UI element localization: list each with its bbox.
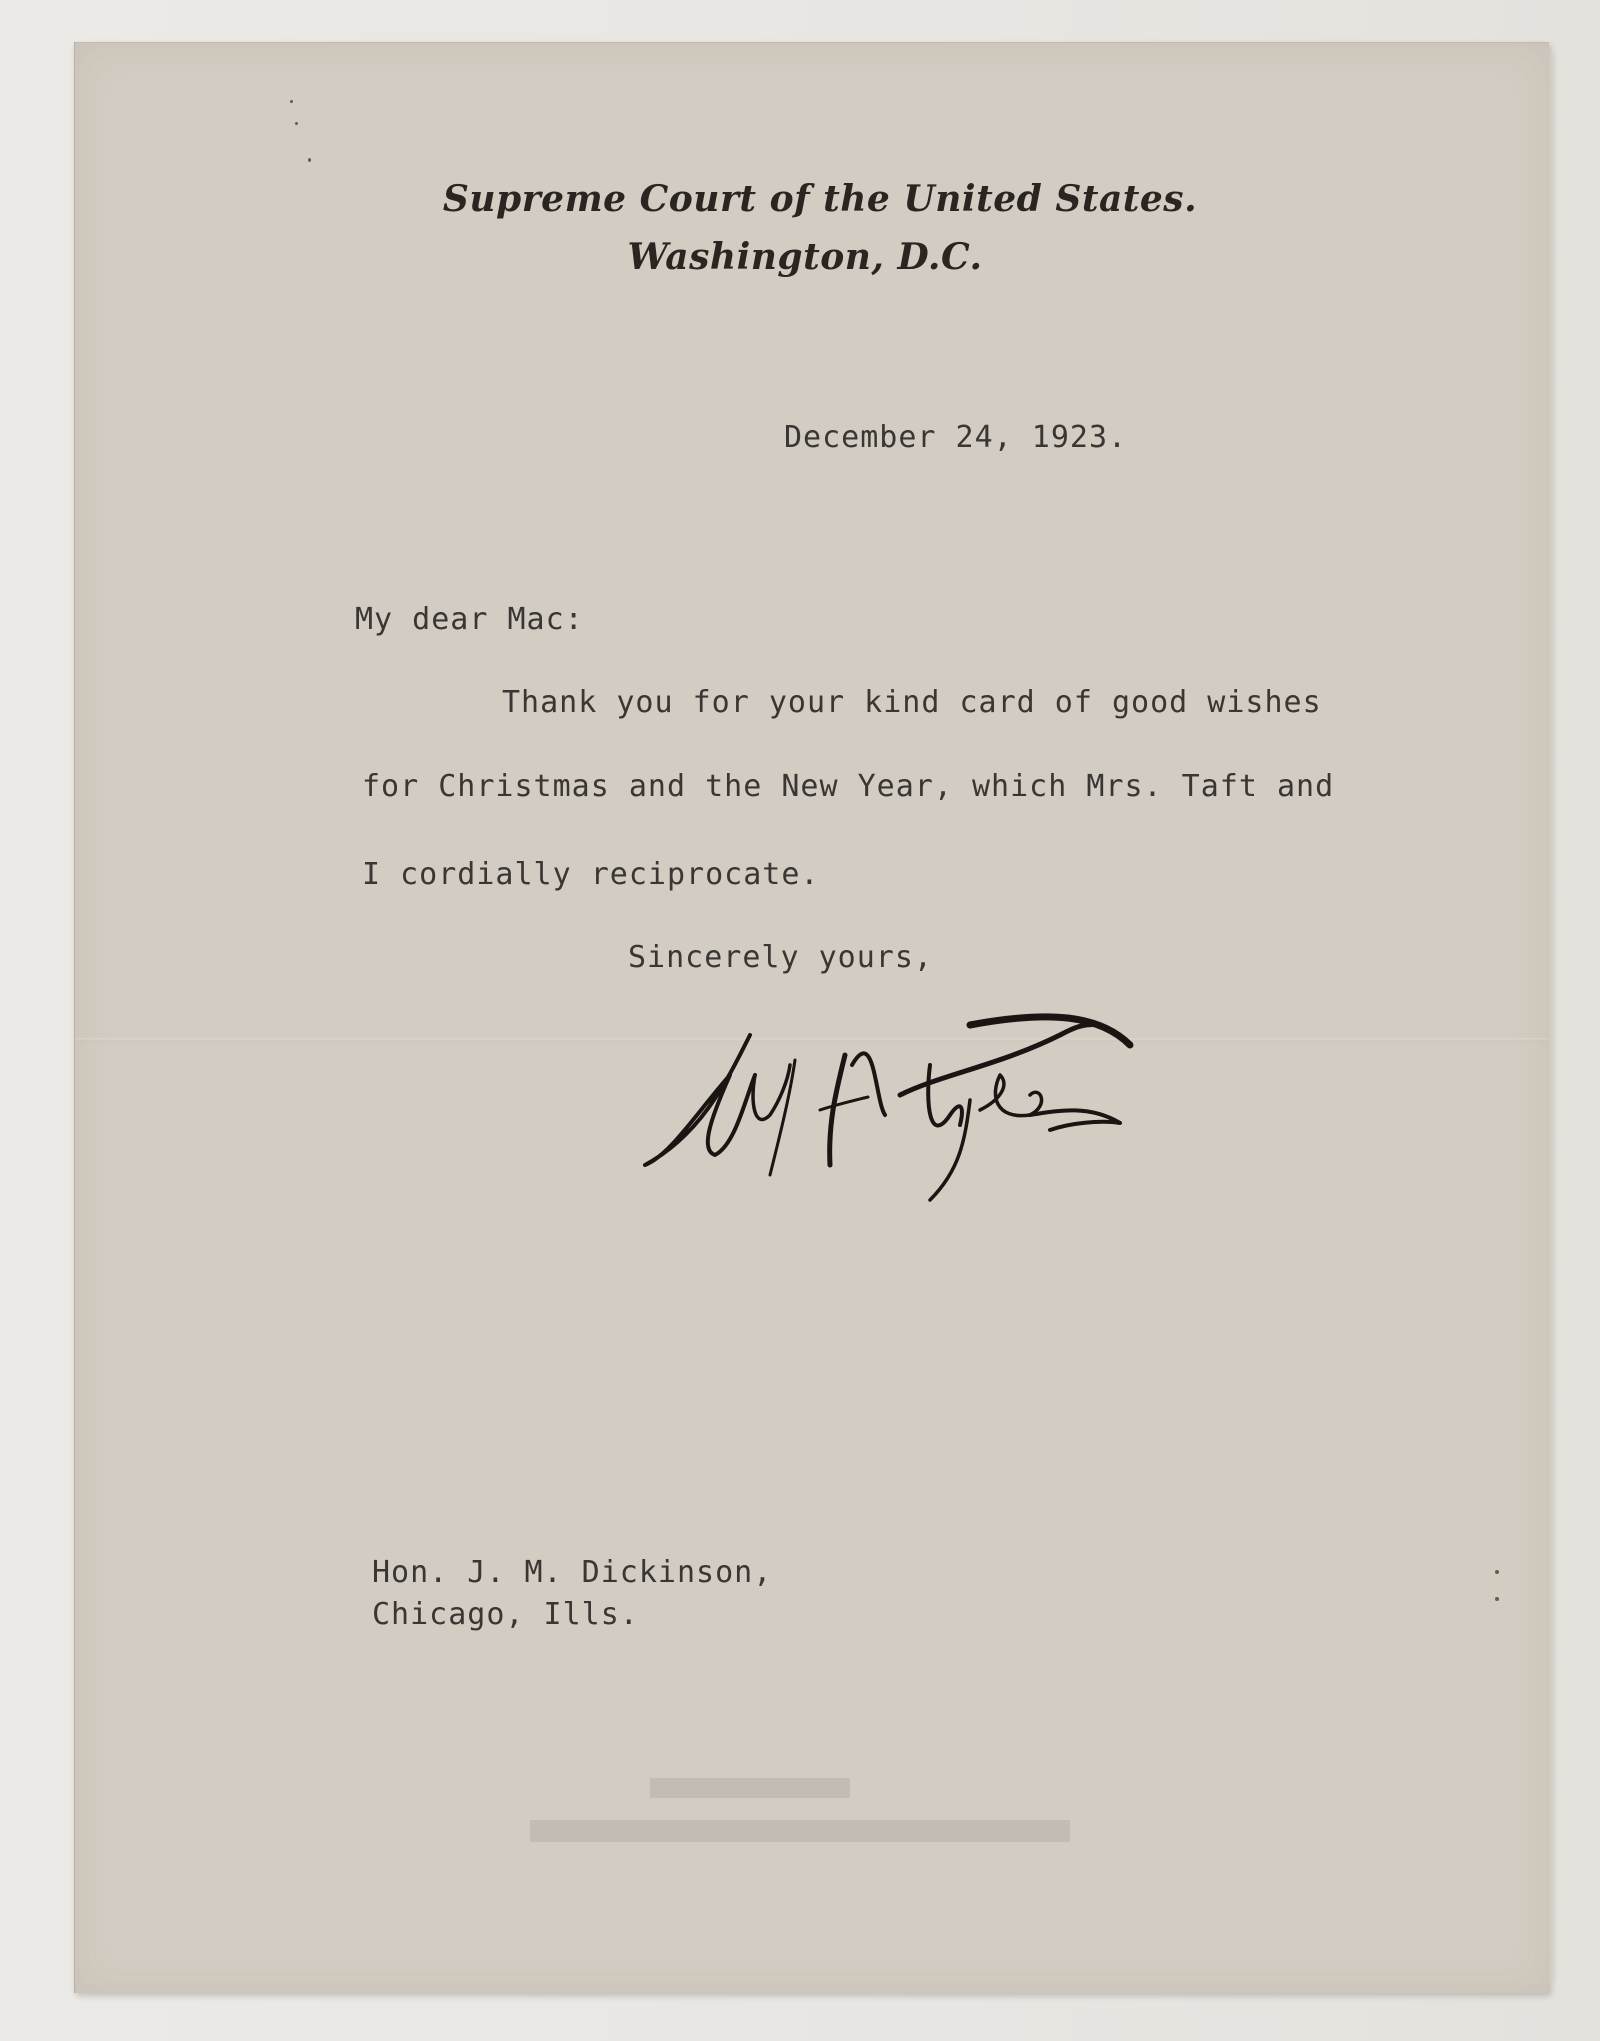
- paper-speck: [290, 100, 293, 103]
- body-line-3: I cordially reciprocate.: [362, 857, 820, 892]
- closing: Sincerely yours,: [628, 940, 933, 975]
- body-line-1: Thank you for your kind card of good wishes: [502, 685, 1322, 720]
- handwritten-signature: [630, 1005, 1190, 1205]
- recipient-name: Hon. J. M. Dickinson,: [372, 1555, 773, 1590]
- letterhead-city: Washington, D.C.: [627, 236, 983, 278]
- letterhead-court-name: Supreme Court of the United States.: [442, 178, 1198, 220]
- paper-speck: [308, 158, 311, 162]
- paper-speck: [1495, 1570, 1499, 1574]
- paper-edge: [1549, 53, 1557, 1983]
- paper-speck: [295, 122, 298, 125]
- body-line-2: for Christmas and the New Year, which Mrs. Taft and: [362, 769, 1335, 804]
- letter-date: December 24, 1923.: [784, 420, 1128, 455]
- paper-speck: [1495, 1597, 1499, 1601]
- salutation: My dear Mac:: [355, 602, 584, 637]
- recipient-location: Chicago, Ills.: [372, 1597, 639, 1632]
- faint-watermark-stamp: [520, 1770, 1080, 1860]
